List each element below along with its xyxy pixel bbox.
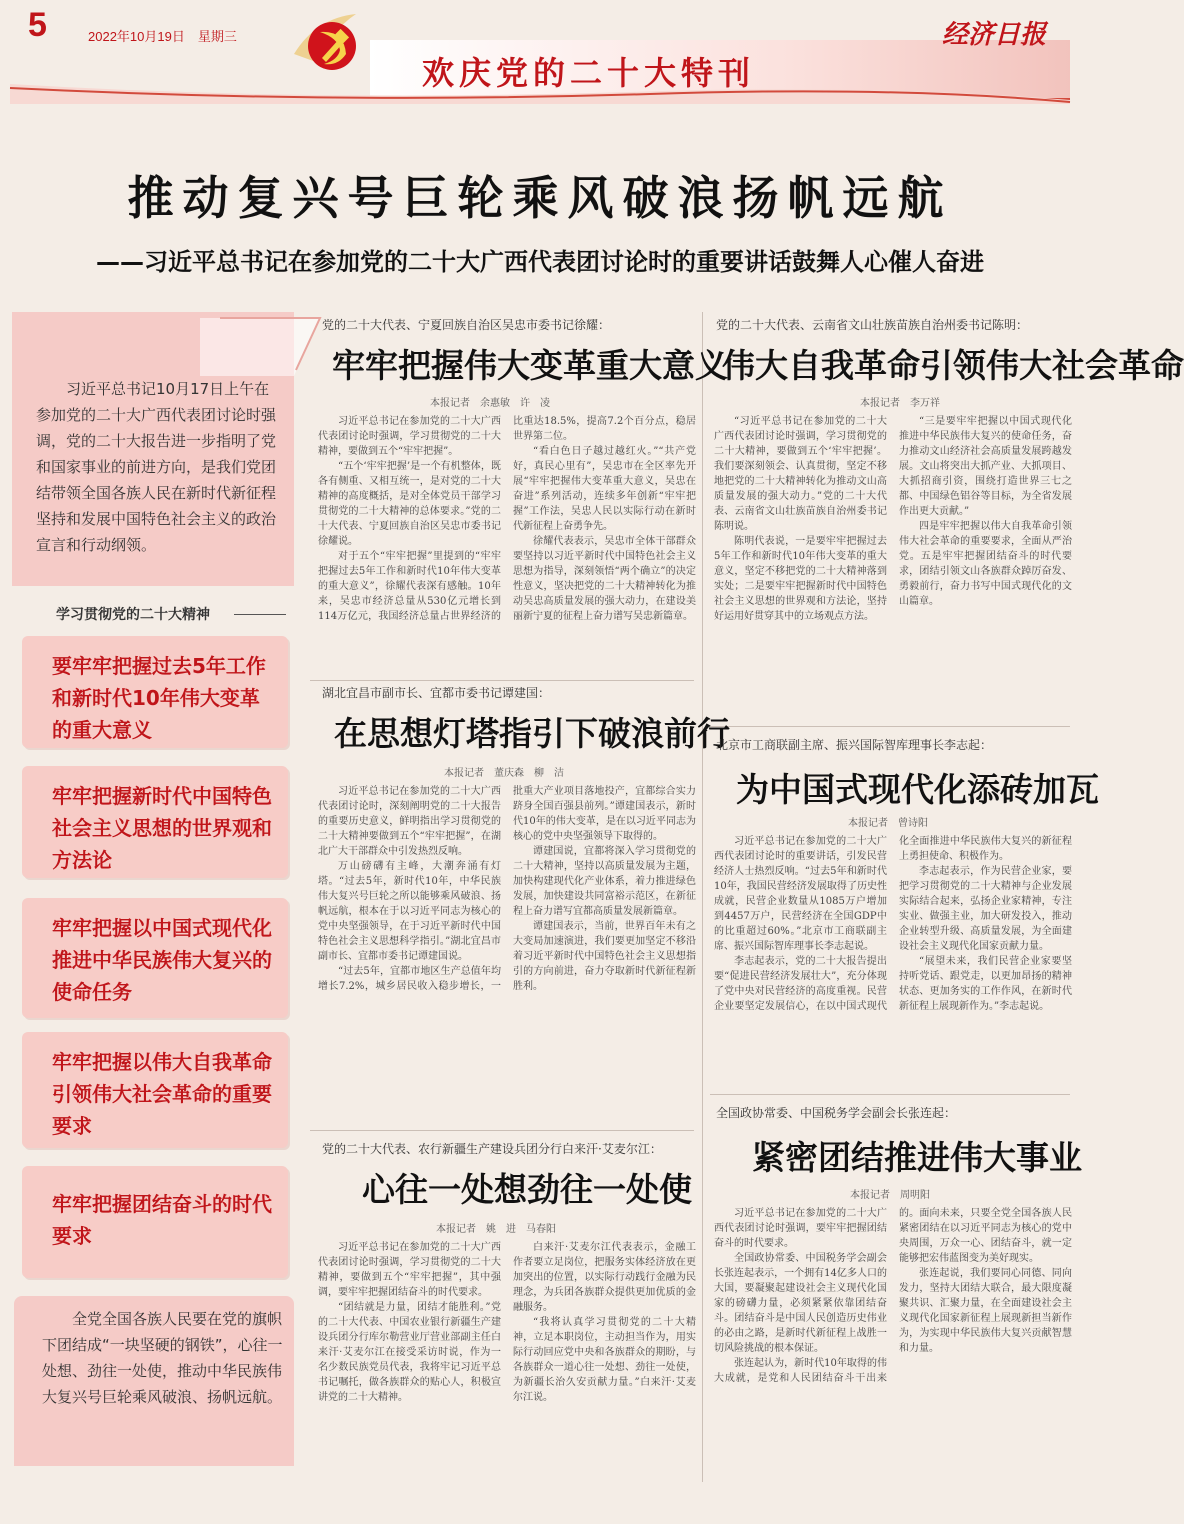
article-byline: 本报记者 周明阳 bbox=[850, 1190, 930, 1201]
article-paragraph: “看白色日子越过越红火。”“共产党好，真民心里有”，吴忠市在全区率先开展“牢牢把握伟大变革重大意义，吴忠在奋进”系列活动，连续多年创新“牢牢把握”工作法，吴忠人民以实际行动在新时代新征程上奋勇争先。 bbox=[513, 446, 696, 532]
article-paragraph: 李志起表示，党的二十大报告提出要“促进民营经济发展壮大”，充分体现了党中央对民营经济的高度重视。民营企业要坚定发展信心，在以中国式现代化全面推进中华民族伟大复兴的新征程上勇担使命、积极作为。 bbox=[714, 836, 1072, 1012]
section-divider bbox=[310, 1130, 694, 1131]
article-title: 紧密团结推进伟大事业 bbox=[752, 1138, 1082, 1177]
key-point-text: 牢牢把握以伟大自我革命引领伟大社会革命的重要要求 bbox=[52, 1050, 272, 1138]
article-paragraph: 全国政协常委、中国税务学会副会长张连起表示，一个拥有14亿多人口的大国，要凝聚起建设社会主义现代化国家的磅礴力量，必须紧紧依靠团结奋斗。团结奋斗是中国人民创造历史伟业的必由之路，是新时代新征程上战胜一切风险挑战的根本保证。 bbox=[714, 1253, 887, 1354]
issue-weekday: 星期三 bbox=[197, 29, 237, 44]
article-paragraph: 张连起说，我们要同心同德、同向发力，坚持大团结大联合，最大限度凝聚共识、汇聚力量，在全面建设社会主义现代化国家新征程上展现新担当新作为，为实现中华民族伟大复兴贡献智慧和力量。 bbox=[899, 1268, 1072, 1354]
study-section-label: 学习贯彻党的二十大精神 bbox=[56, 607, 210, 623]
article-paragraph: “习近平总书记在参加党的二十大广西代表团讨论时强调，学习贯彻党的二十大精神，要做到五个‘牢牢把握’。我们要深刻领会、认真贯彻，坚定不移地把党的二十大精神转化为推动文山高质量发展的强大动力。”党的二十大代表、云南省文山壮族苗族自治州委书记陈明说。 bbox=[714, 416, 887, 532]
article-paragraph: 谭建国说，宜都将深入学习贯彻党的二十大精神，坚持以高质量发展为主题，加快构建现代化产业体系，着力推进绿色发展，加快建设共同富裕示范区，在新征程上奋力谱写宜都高质量发展新篇章。 bbox=[513, 846, 696, 917]
article-paragraph: 四是牢牢把握以伟大自我革命引领伟大社会革命的重要要求，全面从严治党。五是牢牢把握团结奋斗的时代要求，团结引领文山各族群众踔厉奋发、勇毅前行，奋力书写中国式现代化的文山篇章。 bbox=[899, 521, 1072, 607]
key-point-text: 牢牢把握团结奋斗的时代要求 bbox=[52, 1192, 272, 1248]
special-edition-title: 欢庆党的二十大特刊 bbox=[422, 54, 756, 92]
article-paragraph: 李志起表示，作为民营企业家，要把学习贯彻党的二十大精神与企业发展实际结合起来，弘扬企业家精神，专注实业、做强主业，加大研发投入，推动企业转型升级、高质量发展，为全面建设社会主义现代化国家贡献力量。 bbox=[899, 866, 1072, 952]
article-body bbox=[714, 834, 1072, 1084]
key-point-card bbox=[22, 766, 288, 878]
key-point-text: 牢牢把握以中国式现代化推进中华民族伟大复兴的使命任务 bbox=[52, 916, 272, 1004]
article-byline: 本报记者 曾诗阳 bbox=[848, 818, 928, 829]
article-paragraph: “三是要牢牢把握以中国式现代化推进中华民族伟大复兴的使命任务，奋力推动文山经济社会高质量发展跨越发展。文山将突出大抓产业、大抓项目、大抓招商引资，围绕打造世界三七之都、中国绿色铝谷等目标，为全省发展作出更大贡献。” bbox=[899, 416, 1072, 517]
intro-panel-corner bbox=[200, 318, 320, 376]
key-point-card bbox=[22, 636, 288, 748]
party-emblem-icon bbox=[286, 10, 376, 80]
intro-text: 习近平总书记10月17日上午在参加党的二十大广西代表团讨论时强调，党的二十大报告进一步指明了党和国家事业的前进方向，是我们党团结带领全国各族人民在新时代新征程坚持和发展中国特色社会主义的政治宣言和行动纲领。 bbox=[36, 380, 277, 554]
article-paragraph: “五个‘牢牢把握’是一个有机整体，既各有侧重、又相互统一，是对党的二十大精神的高度概括，是对全体党员干部学习贯彻党的二十大精神的总体要求。”党的二十大代表、宁夏回族自治区吴忠市委书记徐耀说。 bbox=[318, 461, 501, 547]
article-body bbox=[318, 414, 696, 670]
article-byline: 本报记者 李万祥 bbox=[860, 398, 940, 409]
study-label-rule bbox=[234, 614, 286, 615]
article-paragraph: 习近平总书记在参加党的二十大广西代表团讨论时，深刻阐明党的二十大报告的重要历史意义，鲜明指出学习贯彻党的二十大精神要做到五个“牢牢把握”，在湖北广大干部群众中引发热烈反响。 bbox=[318, 786, 501, 857]
article-speaker: 全国政协常委、中国税务学会副会长张连起： bbox=[716, 1106, 957, 1120]
article-paragraph: 张连起认为，新时代10年取得的伟大成就，是党和人民团结奋斗干出来的。面向未来，只要全党全国各族人民紧密团结在以习近平同志为核心的党中央周围，万众一心、团结奋斗，就一定能够把宏伟蓝图变为美好现实。 bbox=[714, 1208, 1072, 1384]
article-paragraph: 对于五个“牢牢把握”里提到的“牢牢把握过去5年工作和新时代10年伟大变革的重大意义”，徐耀代表深有感触。10年来，吴忠市经济总量从530亿元增长到114万亿元，我国经济总量占世界经济的比重达18.5%，提高7.2个百分点，稳居世界第二位。 bbox=[318, 416, 696, 622]
sub-headline: ——习近平总书记在参加党的二十大广西代表团讨论时的重要讲话鼓舞人心催人奋进 bbox=[96, 248, 984, 276]
header-ribbon bbox=[10, 78, 1070, 104]
article-speaker: 党的二十大代表、农行新疆生产建设兵团分行白来汗·艾麦尔江： bbox=[322, 1142, 662, 1156]
newspaper-masthead: 经济日报 bbox=[941, 20, 1046, 50]
article-paragraph: 陈明代表说，一是要牢牢把握过去5年工作和新时代10年伟大变革的重大意义，坚定不移把党的二十大精神落到实处；二是要牢牢把握新时代中国特色社会主义思想的世界观和方法论，坚持好运用好贯穿其中的立场观点方法。 bbox=[714, 536, 887, 622]
article-paragraph: 习近平总书记在参加党的二十大广西代表团讨论时的重要讲话，引发民营经济人士热烈反响。“过去5年和新时代10年，我国民营经济发展取得了历史性成就，民营企业数量从1085万户增加到4457万户，民营经济在全国GDP中的比重超过60%。”北京市工商联副主席、振兴国际智库理事长李志起说。 bbox=[714, 836, 887, 952]
article-paragraph: 万山磅礴有主峰，大潮奔涌有灯塔。“过去5年，新时代10年，中华民族伟大复兴号巨轮之所以能够乘风破浪、扬帆远航，根本在于以习近平同志为核心的党中央坚强领导，在于习近平新时代中国特色社会主义思想科学指引。”湖北宜昌市副市长、宜都市委书记谭建国说。 bbox=[318, 861, 501, 962]
article-paragraph: 习近平总书记在参加党的二十大广西代表团讨论时强调，要牢牢把握团结奋斗的时代要求。 bbox=[714, 1208, 887, 1249]
article-paragraph: 习近平总书记在参加党的二十大广西代表团讨论时强调，学习贯彻党的二十大精神，要做到五个“牢牢把握”，其中强调，要牢牢把握团结奋斗的时代要求。 bbox=[318, 1242, 501, 1298]
page-number: 5 bbox=[28, 6, 47, 44]
article-byline: 本报记者 董庆森 柳 洁 bbox=[444, 768, 564, 779]
article-title: 在思想灯塔指引下破浪前行 bbox=[334, 714, 730, 753]
article-speaker: 党的二十大代表、云南省文山壮族苗族自治州委书记陈明： bbox=[716, 318, 1029, 332]
article-paragraph: “我将认真学习贯彻党的二十大精神，立足本职岗位，主动担当作为，用实际行动回应党中央和各族群众的期盼，与各族群众一道心往一处想、劲往一处使，为新疆长治久安贡献力量。”白来汗·艾麦尔江说。 bbox=[513, 1317, 696, 1403]
date-line bbox=[88, 26, 237, 45]
main-headline: 推动复兴号巨轮乘风破浪扬帆远航 bbox=[127, 171, 953, 225]
article-paragraph: 习近平总书记在参加党的二十大广西代表团讨论时强调，学习贯彻党的二十大精神，要做到五个“牢牢把握”。 bbox=[318, 416, 501, 457]
article-byline: 本报记者 姚 进 马春阳 bbox=[436, 1224, 556, 1235]
key-point-text: 牢牢把握新时代中国特色社会主义思想的世界观和方法论 bbox=[52, 784, 272, 872]
article-paragraph: “展望未来，我们民营企业家要坚持听党话、跟党走，以更加昂扬的精神状态、更加务实的工作作风，在新时代新征程上展现新作为。”李志起说。 bbox=[899, 956, 1072, 1012]
key-point-card bbox=[22, 1166, 288, 1278]
section-divider bbox=[710, 1094, 1070, 1095]
key-point-card bbox=[22, 898, 288, 1018]
article-speaker: 党的二十大代表、宁夏回族自治区吴忠市委书记徐耀： bbox=[322, 318, 611, 332]
section-divider bbox=[710, 726, 1070, 727]
article-paragraph: 谭建国表示，当前，世界百年未有之大变局加速演进，我们要更加坚定不移沿着习近平新时代中国特色社会主义思想指引的方向前进，奋力夺取新时代新征程新胜利。 bbox=[513, 921, 696, 992]
issue-date: 2022年10月19日 bbox=[88, 29, 185, 44]
key-point-text: 要牢牢把握过去5年工作和新时代10年伟大变革的重大意义 bbox=[52, 654, 266, 742]
article-body bbox=[318, 1240, 696, 1480]
article-paragraph: 白来汗·艾麦尔江代表表示，金融工作者要立足岗位，把服务实体经济放在更加突出的位置，以实际行动践行金融为民理念，为兵团各族群众提供更加优质的金融服务。 bbox=[513, 1242, 696, 1313]
article-title: 心往一处想劲往一处使 bbox=[362, 1170, 692, 1209]
article-body bbox=[714, 414, 1072, 714]
article-title: 伟大自我革命引领伟大社会革命 bbox=[722, 346, 1184, 385]
article-paragraph: “团结就是力量，团结才能胜利。”党的二十大代表、中国农业银行新疆生产建设兵团分行库尔勒营业厅营业部副主任白来汗·艾麦尔江在接受采访时说，作为一名少数民族党员代表，我将牢记习近平总书记嘱托，做各族群众的贴心人，积极宣讲党的二十大精神。 bbox=[318, 1302, 501, 1403]
article-title: 为中国式现代化添砖加瓦 bbox=[736, 770, 1099, 809]
column-divider bbox=[702, 312, 703, 1482]
key-point-card bbox=[22, 1032, 288, 1148]
article-body bbox=[318, 784, 696, 1122]
article-body bbox=[714, 1206, 1072, 1482]
article-byline: 本报记者 余惠敏 许 凌 bbox=[430, 398, 550, 409]
page-header bbox=[10, 0, 1070, 104]
closing-text: 全党全国各族人民要在党的旗帜下团结成“一块坚硬的钢铁”，心往一处想、劲往一处使，推动中华民族伟大复兴号巨轮乘风破浪、扬帆远航。 bbox=[42, 1310, 283, 1406]
article-speaker: 北京市工商联副主席、振兴国际智库理事长李志起： bbox=[716, 738, 993, 752]
article-title: 牢牢把握伟大变革重大意义 bbox=[332, 346, 728, 385]
section-divider bbox=[310, 680, 694, 681]
article-paragraph: 徐耀代表表示，吴忠市全体干部群众要坚持以习近平新时代中国特色社会主义思想为指导，深刻领悟“两个确立”的决定性意义，坚决把党的二十大精神转化为推动吴忠高质量发展的强大动力，在建设美丽新宁夏的征程上奋力谱写吴忠新篇章。 bbox=[513, 536, 696, 622]
article-speaker: 湖北宜昌市副市长、宜都市委书记谭建国： bbox=[322, 686, 551, 700]
article-paragraph: “过去5年，宜都市地区生产总值年均增长7.2%，城乡居民收入稳步增长，一批重大产业项目落地投产，宜都综合实力跻身全国百强县前列。”谭建国表示，新时代10年的伟大变革，是在以习近平同志为核心的党中央坚强领导下取得的。 bbox=[318, 786, 696, 992]
